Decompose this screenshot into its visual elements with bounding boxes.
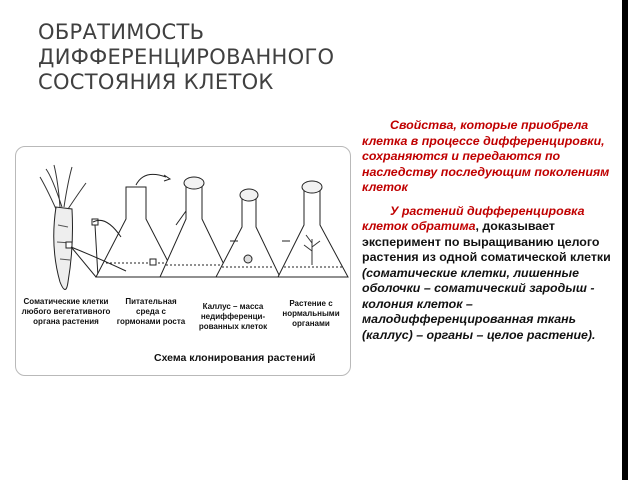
cloning-scheme-illustration: [16, 147, 352, 377]
differentiation-statement: Свойства, которые приобрела клетка в процессе дифференцировки, сохраняются и передаются по наследству последующим поколениям клеток: [362, 118, 610, 194]
experiment-sequence: (соматические клетки, лишенные оболочки – соматический зародыш - колония клеток – малодифференцированная ткань (каллус) – органы – целое растение).: [362, 265, 596, 342]
caption-normal-plant: Растение с нормальными органами: [282, 299, 340, 328]
title-line-1: ОБРАТИМОСТЬ: [38, 20, 205, 44]
carrot-icon: [40, 165, 86, 290]
cloning-scheme-figure: [15, 146, 351, 376]
caption-nutrient-medium: Питательная среда с гормонами роста: [116, 297, 186, 326]
flask-plant-icon: [278, 181, 348, 277]
explanation-text: [362, 118, 618, 343]
experiment-text: , доказывает эксперимент по выращиванию целого растения из одной соматической клетки: [362, 219, 611, 264]
caption-somatic-cells: Соматические клетки любого вегетативного органа растения: [21, 297, 111, 326]
title-line-2: ДИФФЕРЕНЦИРОВАННОГО: [38, 45, 335, 69]
right-edge-bar: [622, 0, 628, 480]
slide-title: [38, 20, 598, 95]
flask-callus-icon: [216, 189, 280, 277]
reversibility-statement: [362, 204, 618, 344]
caption-callus: Каллус – масса недифференци-рованных клеток: [198, 302, 268, 331]
title-line-3: СОСТОЯНИЯ КЛЕТОК: [38, 70, 274, 94]
flask-medium-icon: [71, 187, 176, 277]
flask-cotton-icon: [160, 177, 230, 277]
scheme-caption: Схема клонирования растений: [154, 352, 316, 364]
reversibility-highlight: У растений дифференцировка клеток обратима: [362, 203, 585, 233]
